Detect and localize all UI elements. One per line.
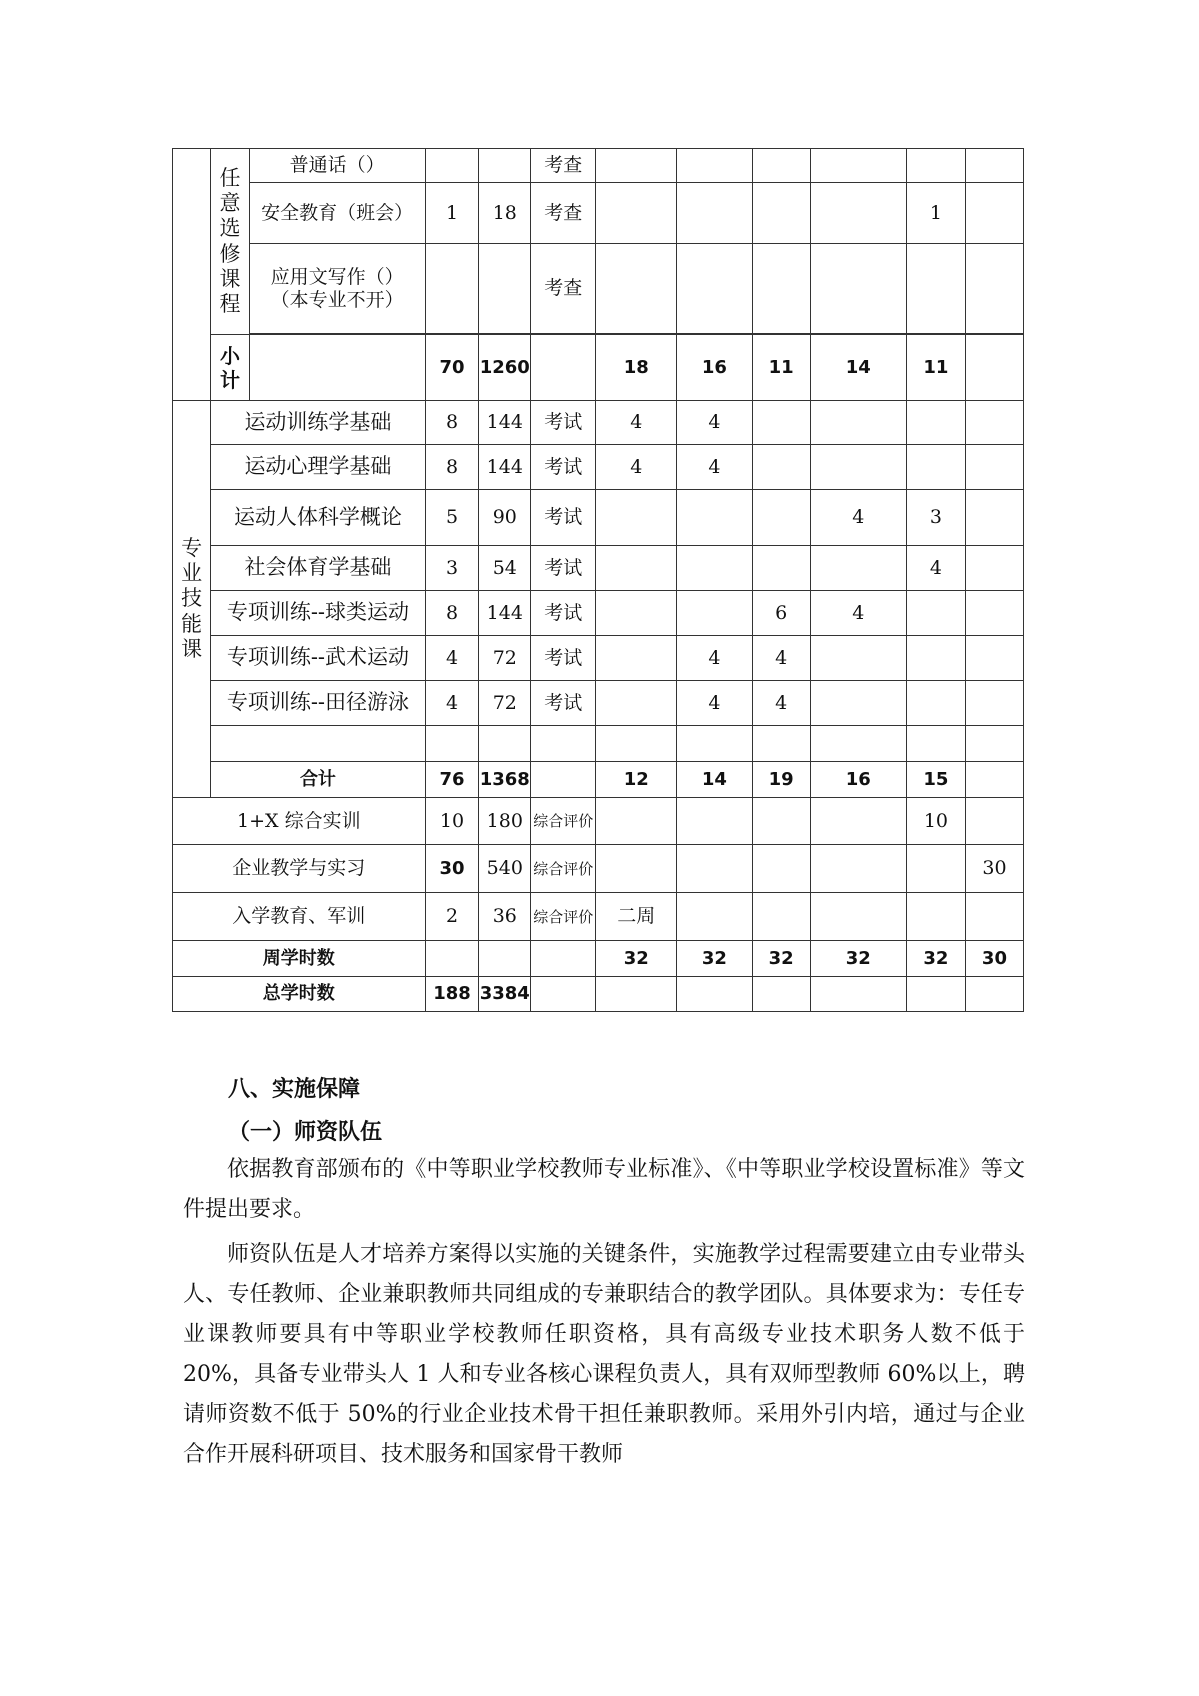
sem6-cell — [965, 636, 1023, 681]
sem2-cell: 14 — [677, 762, 753, 798]
subtotal-label: 小 计 — [211, 335, 249, 401]
credits-cell: 5 — [425, 490, 479, 546]
sem1-cell — [596, 149, 677, 183]
sem3-cell — [752, 401, 810, 445]
credits-cell: 30 — [425, 845, 479, 893]
course-name: 专项训练--球类运动 — [211, 591, 425, 636]
credits-cell: 10 — [425, 798, 479, 845]
table-row — [173, 681, 1024, 726]
sem5-cell: 15 — [906, 762, 965, 798]
assess-cell: 综合评价 — [531, 893, 596, 941]
sem2-cell — [677, 183, 753, 244]
sem1-cell: 32 — [596, 941, 677, 977]
weekly-hours-row — [173, 941, 1024, 977]
assess-cell: 考试 — [531, 681, 596, 726]
sem2-cell — [677, 546, 753, 591]
sem1-cell: 4 — [596, 445, 677, 490]
credits-cell — [425, 244, 479, 334]
sem5-cell: 11 — [906, 335, 965, 401]
assess-cell — [531, 335, 596, 401]
hours-cell — [479, 149, 531, 183]
hours-cell: 180 — [479, 798, 531, 845]
course-name: 安全教育（班会） — [249, 183, 425, 244]
hours-cell — [479, 244, 531, 334]
sem3-cell: 19 — [752, 762, 810, 798]
table-row — [173, 183, 1024, 244]
credits-cell: 8 — [425, 591, 479, 636]
sem1-cell — [596, 244, 677, 334]
sem6-cell — [965, 149, 1023, 183]
empty-row — [173, 726, 1024, 762]
course-name: 专项训练--田径游泳 — [211, 681, 425, 726]
table-row — [173, 490, 1024, 546]
sem5-cell: 1 — [906, 183, 965, 244]
sem5-cell: 4 — [906, 546, 965, 591]
course-name: 应用文写作（） （本专业不开） — [249, 244, 425, 334]
sem3-cell: 4 — [752, 681, 810, 726]
group-label-elective: 任 意 选 修 课 程 — [211, 149, 249, 335]
sem4-cell — [810, 445, 906, 490]
hours-cell: 1260 — [479, 335, 531, 401]
credits-cell: 8 — [425, 445, 479, 490]
assess-cell — [531, 762, 596, 798]
sem4-cell — [810, 244, 906, 334]
sem2-cell — [677, 244, 753, 334]
outer-group-cell — [173, 149, 211, 401]
sem4-cell — [810, 401, 906, 445]
sem2-cell: 16 — [677, 335, 753, 401]
sem1-cell — [596, 636, 677, 681]
sem6-cell — [965, 681, 1023, 726]
sem4-cell: 4 — [810, 591, 906, 636]
sem2-cell: 32 — [677, 941, 753, 977]
course-name: 运动心理学基础 — [211, 445, 425, 490]
credits-cell: 8 — [425, 401, 479, 445]
hours-cell: 36 — [479, 893, 531, 941]
total-label: 合计 — [211, 762, 425, 798]
sem1-cell — [596, 681, 677, 726]
course-name: 专项训练--武术运动 — [211, 636, 425, 681]
sem5-cell — [906, 149, 965, 183]
sem5-cell — [906, 244, 965, 334]
credits-cell: 4 — [425, 681, 479, 726]
sem4-cell — [810, 149, 906, 183]
sem4-cell — [810, 681, 906, 726]
sem5-cell: 32 — [906, 941, 965, 977]
sem3-cell: 4 — [752, 636, 810, 681]
hours-cell: 144 — [479, 591, 531, 636]
sem2-cell — [677, 591, 753, 636]
table-row — [173, 591, 1024, 636]
hours-cell: 72 — [479, 681, 531, 726]
sem1-cell — [596, 546, 677, 591]
sem6-cell — [965, 490, 1023, 546]
sem3-cell — [752, 490, 810, 546]
sem6-cell — [965, 762, 1023, 798]
assess-cell: 综合评价 — [531, 845, 596, 893]
sem1-cell — [596, 490, 677, 546]
sem3-cell: 32 — [752, 941, 810, 977]
sem5-cell — [906, 401, 965, 445]
paragraph: 师资队伍是人才培养方案得以实施的关键条件，实施教学过程需要建立由专业带头人、专任教师、企业兼职教师共同组成的专兼职结合的教学团队。具体要求为：专任专业课教师要具有中等职业学校教师任职资格，具有高级专业技术职务人数不低于 20%，具备专业带头人 1 人和专业各核心课程负责人，具有双师型教师 60%以上，聘请师资数不低于 50%的行业企业技术骨干担任兼职教师。采用外引内培，通过与企业合作开展科研项目、技术服务和国家骨干教师 — [183, 1242, 1025, 1467]
sem1-cell: 二周 — [596, 893, 677, 941]
table-row — [173, 845, 1024, 893]
sem4-cell: 4 — [810, 490, 906, 546]
table-row — [173, 546, 1024, 591]
course-name: 社会体育学基础 — [211, 546, 425, 591]
table-row — [173, 893, 1024, 941]
sem1-cell — [596, 591, 677, 636]
sem3-cell — [752, 149, 810, 183]
assess-cell: 考试 — [531, 490, 596, 546]
grand-total-row — [173, 977, 1024, 1012]
credits-cell: 188 — [425, 977, 479, 1012]
sem3-cell: 6 — [752, 591, 810, 636]
sem4-cell: 14 — [810, 335, 906, 401]
subsection-title: （一）师资队伍 — [228, 1120, 383, 1145]
table-row — [173, 636, 1024, 681]
empty-cell — [249, 335, 425, 401]
hours-cell: 540 — [479, 845, 531, 893]
sem5-cell: 10 — [906, 798, 965, 845]
sem2-cell: 4 — [677, 445, 753, 490]
hours-cell: 18 — [479, 183, 531, 244]
assess-cell: 考查 — [531, 244, 596, 334]
sem5-cell — [906, 591, 965, 636]
course-name: 运动训练学基础 — [211, 401, 425, 445]
assess-cell: 考试 — [531, 546, 596, 591]
credits-cell: 1 — [425, 183, 479, 244]
assess-cell: 考试 — [531, 401, 596, 445]
sem1-cell: 18 — [596, 335, 677, 401]
hours-cell: 144 — [479, 401, 531, 445]
sem1-cell — [596, 183, 677, 244]
sem4-cell: 32 — [810, 941, 906, 977]
sem6-cell — [965, 401, 1023, 445]
sem6-cell — [965, 591, 1023, 636]
weekly-label: 周学时数 — [173, 941, 426, 977]
hours-cell: 1368 — [479, 762, 531, 798]
sem5-cell — [906, 845, 965, 893]
course-name: 1+X 综合实训 — [173, 798, 426, 845]
assess-cell: 考试 — [531, 636, 596, 681]
sem6-cell — [965, 798, 1023, 845]
sem2-cell: 4 — [677, 401, 753, 445]
sem2-cell — [677, 149, 753, 183]
hours-cell: 144 — [479, 445, 531, 490]
hours-cell: 72 — [479, 636, 531, 681]
hours-cell: 54 — [479, 546, 531, 591]
sem2-cell — [677, 490, 753, 546]
grand-label: 总学时数 — [173, 977, 426, 1012]
assess-cell: 综合评价 — [531, 798, 596, 845]
credits-cell: 3 — [425, 546, 479, 591]
sem3-cell — [752, 546, 810, 591]
assess-cell: 考试 — [531, 591, 596, 636]
subtotal-row — [173, 335, 1024, 401]
credits-cell: 2 — [425, 893, 479, 941]
sem5-cell — [906, 445, 965, 490]
sem1-cell: 12 — [596, 762, 677, 798]
sem1-cell: 4 — [596, 401, 677, 445]
course-name: 运动人体科学概论 — [211, 490, 425, 546]
sem2-cell: 4 — [677, 681, 753, 726]
group-label-skill: 专 业 技 能 课 — [173, 401, 211, 798]
sem6-cell — [965, 183, 1023, 244]
sem3-cell: 11 — [752, 335, 810, 401]
sem3-cell — [752, 183, 810, 244]
sem5-cell — [906, 681, 965, 726]
sem4-cell: 16 — [810, 762, 906, 798]
assess-cell: 考查 — [531, 149, 596, 183]
sem6-cell — [965, 546, 1023, 591]
sem5-cell — [906, 636, 965, 681]
sem6-cell — [965, 445, 1023, 490]
hours-cell: 3384 — [479, 977, 531, 1012]
sem4-cell — [810, 183, 906, 244]
table-row — [173, 244, 1024, 334]
table-row — [173, 149, 1024, 183]
table-row — [173, 401, 1024, 445]
paragraph: 依据教育部颁布的《中等职业学校教师专业标准》、《中等职业学校设置标准》等文件提出要求。 — [183, 1157, 1025, 1222]
sem3-cell — [752, 244, 810, 334]
section-title: 八、实施保障 — [228, 1077, 361, 1102]
course-name: 企业教学与实习 — [173, 845, 426, 893]
course-plan-table — [172, 148, 1024, 1012]
sem6-cell: 30 — [965, 941, 1023, 977]
table-row — [173, 445, 1024, 490]
credits-cell: 76 — [425, 762, 479, 798]
sem3-cell — [752, 445, 810, 490]
course-name: 普通话（） — [249, 149, 425, 183]
credits-cell: 70 — [425, 335, 479, 401]
sem6-cell — [965, 335, 1023, 401]
sem5-cell: 3 — [906, 490, 965, 546]
total-row — [173, 762, 1024, 798]
sem4-cell — [810, 546, 906, 591]
credits-cell: 4 — [425, 636, 479, 681]
assess-cell: 考试 — [531, 445, 596, 490]
hours-cell: 90 — [479, 490, 531, 546]
course-name: 入学教育、军训 — [173, 893, 426, 941]
table-row — [173, 798, 1024, 845]
assess-cell: 考查 — [531, 183, 596, 244]
sem6-cell: 30 — [965, 845, 1023, 893]
sem6-cell — [965, 244, 1023, 334]
credits-cell — [425, 149, 479, 183]
sem4-cell — [810, 636, 906, 681]
sem2-cell: 4 — [677, 636, 753, 681]
